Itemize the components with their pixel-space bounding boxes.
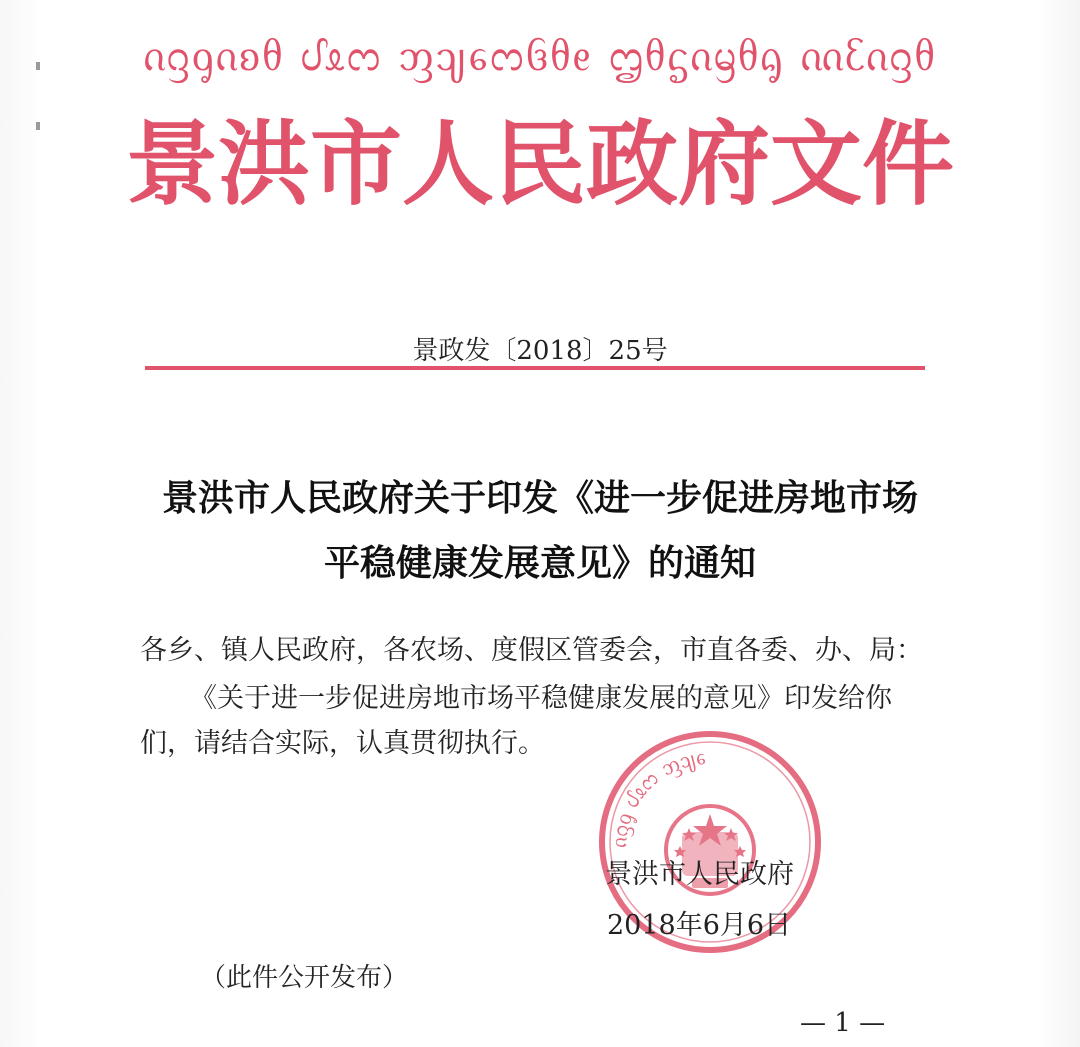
- signing-organization: 景洪市人民政府: [605, 859, 794, 890]
- svg-text:ᦵᦋᧁ ᦔᦸᦂ ᦀᦻᧈ: ᦵᦋᧁ ᦔᦸᦂ ᦀᦻᧈ: [606, 745, 707, 849]
- red-divider-line: [145, 366, 925, 370]
- document-number: 景政发〔2018〕25号: [412, 336, 668, 366]
- document-header-title: 景洪市人民政府文件: [125, 111, 954, 218]
- notice-title-line-1: 景洪市人民政府关于印发《进一步促进房地市场: [161, 478, 918, 519]
- body-paragraph-line-1: 《关于进一步促进房地市场平稳健康发展的意见》印发给你: [190, 683, 892, 714]
- publication-note: （此件公开发布）: [200, 963, 409, 993]
- signing-date: 2018年6月6日: [607, 910, 792, 941]
- scan-mark: [36, 122, 40, 130]
- page-number: — 1 —: [800, 1008, 886, 1038]
- notice-title-line-2: 平稳健康发展意见》的通知: [323, 543, 756, 584]
- body-paragraph-line-2: 们，请结合实际，认真贯彻执行。: [140, 728, 545, 759]
- addressee-line: 各乡、镇人民政府，各农场、度假区管委会，市直各委、办、局：: [140, 635, 923, 666]
- dai-script-title: ᦵᦋᧁᦵᦈᦲ ᦔᦸᦂ ᦀᦻᧈᦂᦑᦲᧉ ᦗᦲᧃᦵᦙᦲᧂ ᦶᦷᦵᦋᦲ: [143, 30, 937, 81]
